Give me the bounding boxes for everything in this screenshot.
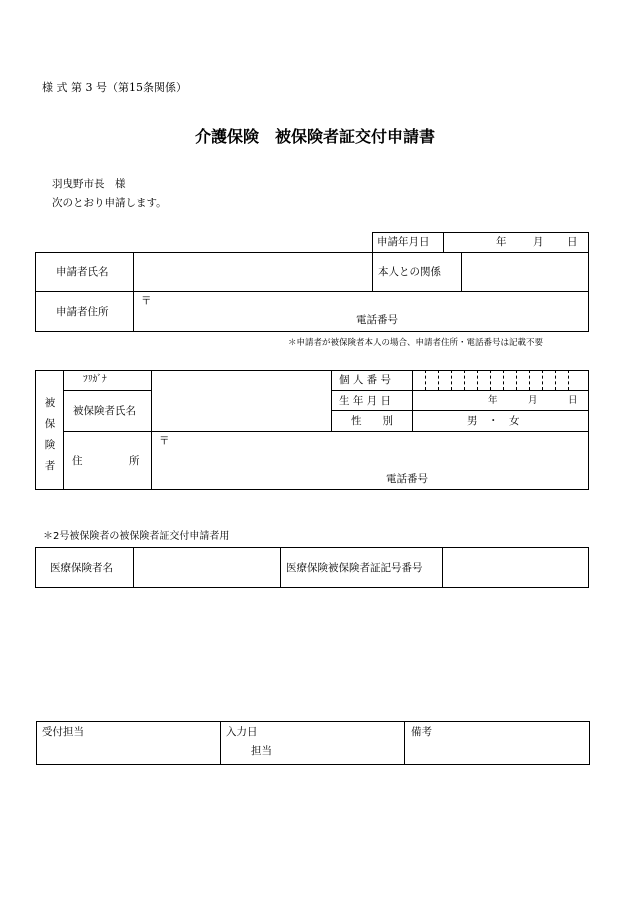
furigana-label: ﾌﾘｶﾞﾅ bbox=[83, 374, 107, 385]
insured-name-field[interactable] bbox=[152, 391, 330, 430]
birthdate-label: 生 年 月 日 bbox=[339, 395, 392, 407]
sex-label: 性 別 bbox=[351, 415, 393, 427]
insured-postal-mark: 〒 bbox=[159, 435, 170, 447]
form-number: 様 式 第 3 号（第15条関係） bbox=[42, 81, 187, 94]
input-date-label: 入力日 bbox=[226, 726, 258, 738]
insured-address-label-1: 住 bbox=[72, 455, 83, 467]
postal-mark: 〒 bbox=[141, 295, 152, 307]
cert-number-field[interactable] bbox=[443, 548, 588, 587]
reception-label: 受付担当 bbox=[42, 726, 84, 738]
reception-field[interactable] bbox=[37, 740, 219, 764]
insurer-name-field[interactable] bbox=[134, 548, 279, 587]
birth-month-unit: 月 bbox=[528, 395, 538, 406]
date-year-unit: 年 bbox=[496, 236, 507, 248]
relation-field[interactable] bbox=[462, 253, 588, 290]
application-date-label: 申請年月日 bbox=[377, 236, 430, 248]
insurer-name-label: 医療保険者名 bbox=[50, 562, 113, 574]
applicant-phone-label: 電話番号 bbox=[356, 314, 398, 326]
insured-side-label: 被 保 険 者 bbox=[44, 397, 56, 472]
birth-day-unit: 日 bbox=[568, 395, 578, 406]
sex-options[interactable]: 男 ・ 女 bbox=[467, 415, 520, 427]
applicant-note: ＊申請者が被保険者本人の場合、申請者住所・電話番号は記載不要 bbox=[288, 338, 544, 348]
staff-label: 担当 bbox=[251, 745, 272, 757]
personal-number-label: 個 人 番 号 bbox=[339, 374, 392, 386]
insured-phone-label: 電話番号 bbox=[386, 473, 428, 485]
remarks-field[interactable] bbox=[405, 740, 589, 764]
date-month-unit: 月 bbox=[533, 236, 544, 248]
relation-label: 本人との関係 bbox=[378, 266, 441, 278]
intro-text: 次のとおり申請します。 bbox=[52, 197, 167, 209]
date-day-unit: 日 bbox=[567, 236, 578, 248]
furigana-field[interactable] bbox=[152, 371, 330, 390]
remarks-label: 備考 bbox=[411, 726, 432, 738]
category2-heading: ＊2号被保険者の被保険者証交付申請者用 bbox=[43, 531, 230, 542]
insured-name-label: 被保険者氏名 bbox=[73, 405, 136, 417]
addressee: 羽曳野市長 様 bbox=[52, 178, 126, 190]
insured-address-field[interactable] bbox=[152, 432, 588, 489]
birthdate-field[interactable] bbox=[413, 391, 588, 410]
page-title: 介護保険 被保険者証交付申請書 bbox=[194, 127, 435, 146]
applicant-name-label: 申請者氏名 bbox=[56, 266, 109, 278]
applicant-address-label: 申請者住所 bbox=[56, 306, 109, 318]
personal-number-field[interactable] bbox=[413, 371, 588, 390]
applicant-name-field[interactable] bbox=[134, 253, 371, 290]
birth-year-unit: 年 bbox=[488, 395, 498, 406]
cert-number-label: 医療保険被保険者証記号番号 bbox=[286, 562, 423, 574]
insured-address-label-2: 所 bbox=[129, 455, 140, 467]
